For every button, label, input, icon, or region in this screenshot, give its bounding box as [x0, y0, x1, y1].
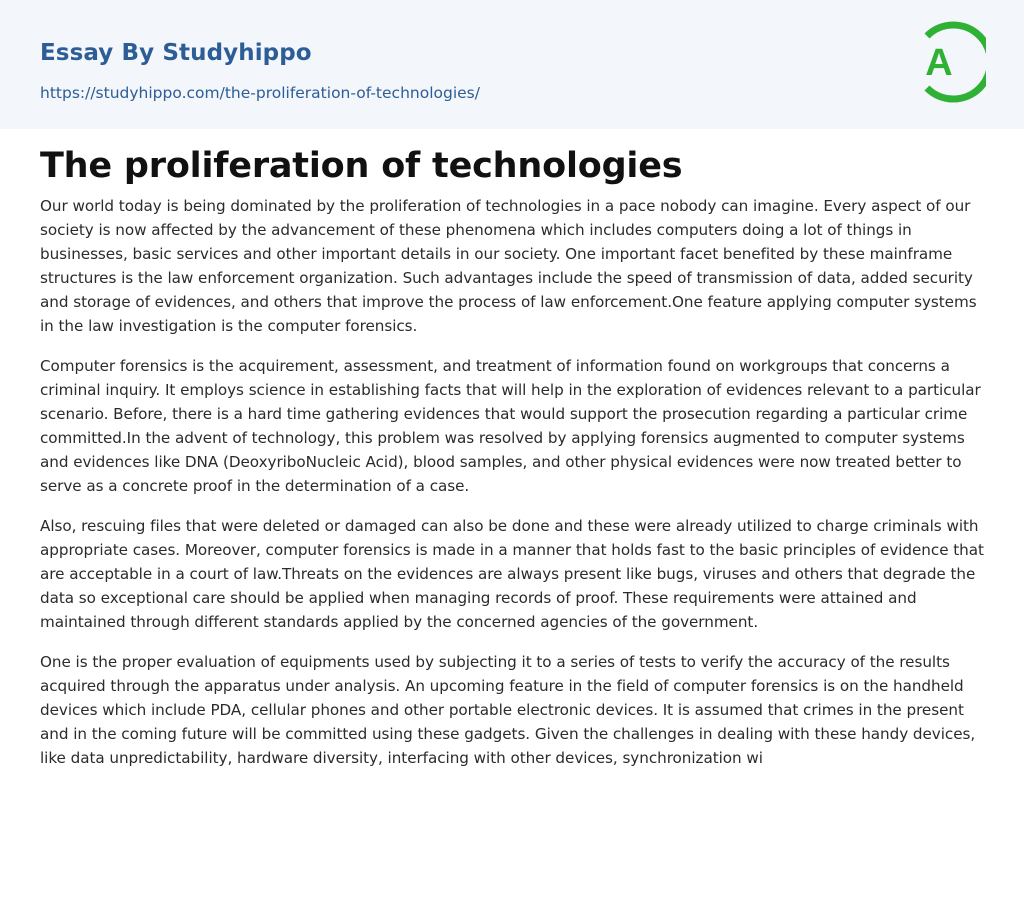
- site-header: [0, 0, 1024, 129]
- essay-body: [40, 194, 988, 786]
- essay-url-link[interactable]: https://studyhippo.com/the-proliferation-of-technologies/: [40, 84, 480, 102]
- essay-paragraph: One is the proper evaluation of equipments used by subjecting it to a series of tests to verify the accuracy of the results acquired through the apparatus under analysis. An upcoming feature in the field of computer forensics is on the handheld devices which include PDA, cellular phones and other portable electronic devices. It is assumed that crimes in the present and in the coming future will be committed using these gadgets. Given the challenges in dealing with these handy devices, like data unpredictability, hardware diversity, interfacing with other devices, synchronization wi: [40, 653, 976, 767]
- brand-title: Essay By Studyhippo: [40, 40, 312, 66]
- studyhippo-logo-icon[interactable]: [913, 19, 986, 105]
- essay-paragraph: Computer forensics is the acquirement, assessment, and treatment of information found on workgroups that concerns a criminal inquiry. It employs science in establishing facts that will help in the exploration of evidences relevant to a particular scenario. Before, there is a hard time gathering evidences that would support the prosecution regarding a particular crime committed.In the advent of technology, this problem was resolved by applying forensics augmented to computer systems and evidences like DNA (DeoxyriboNucleic Acid), blood samples, and other physical evidences were now treated better to serve as a concrete proof in the determination of a case.: [40, 357, 981, 495]
- essay-paragraph: Also, rescuing files that were deleted or damaged can also be done and these were already utilized to charge criminals with appropriate cases. Moreover, computer forensics is made in a manner that holds fast to the basic principles of evidence that are acceptable in a court of law.Threats on the evidences are always present like bugs, viruses and others that degrade the data so exceptional care should be applied when managing records of proof. These requirements were attained and maintained through different standards applied by the concerned agencies of the government.: [40, 517, 984, 631]
- page-title: The proliferation of technologies: [40, 146, 683, 186]
- essay-paragraph: Our world today is being dominated by the proliferation of technologies in a pace nobody can imagine. Every aspect of our society is now affected by the advancement of these phenomena which includes computers doing a lot of things in businesses, basic services and other important details in our society. One important facet benefited by these mainframe structures is the law enforcement organization. Such advantages include the speed of transmission of data, added security and storage of evidences, and others that improve the process of law enforcement.One feature applying computer systems in the law investigation is the computer forensics.: [40, 197, 977, 335]
- logo-letter: A: [925, 42, 953, 84]
